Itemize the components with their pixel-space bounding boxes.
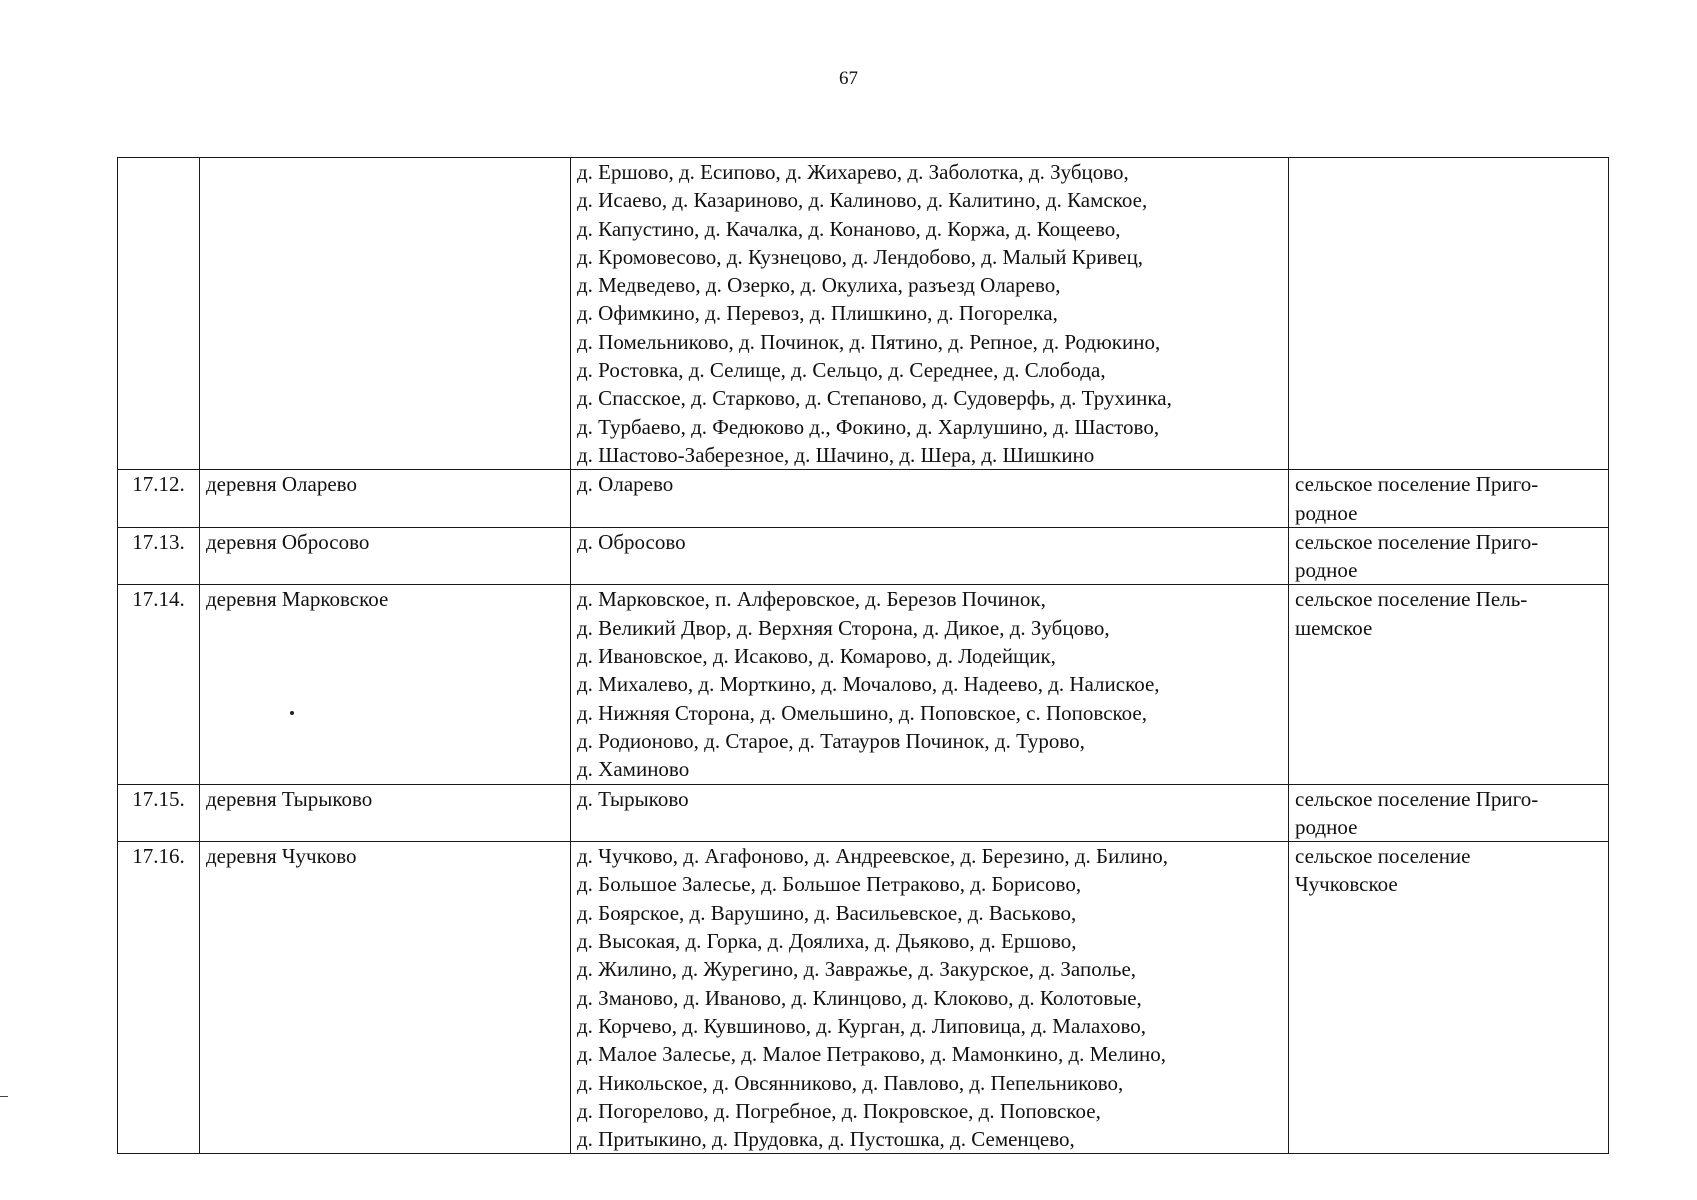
row-number: 17.16. <box>118 842 200 1154</box>
table-row <box>118 527 1609 585</box>
locality-name <box>200 158 571 470</box>
settlement-list-line: д. Шастово-Заберезное, д. Шачино, д. Шера, д. Шишкино <box>577 442 1095 467</box>
locality-name: деревня Обросово <box>200 527 571 585</box>
settlement-list-line: д. Малое Залесье, д. Малое Петраково, д. Мамонкино, д. Мелино, <box>577 1042 1167 1067</box>
municipal-settlement-line: Чучковское <box>1295 872 1398 897</box>
settlement-list-line: д. Зманово, д. Иваново, д. Клинцово, д. Клоково, д. Колотовые, <box>577 985 1142 1010</box>
settlement-list-line: д. Боярское, д. Варушино, д. Васильевское, д. Васьково, <box>577 900 1077 925</box>
municipal-settlement <box>1289 470 1609 528</box>
settlement-list-line: д. Ивановское, д. Исаково, д. Комарово, д. Лодейщик, <box>577 644 1056 669</box>
settlement-list-line: д. Тырыково <box>577 786 689 811</box>
row-number: 17.12. <box>118 470 200 528</box>
included-settlements <box>571 842 1289 1154</box>
locality-name: деревня Оларево <box>200 470 571 528</box>
settlement-list-line: д. Притыкино, д. Прудовка, д. Пустошка, д. Семенцево, <box>577 1127 1075 1152</box>
row-number: 17.14. <box>118 585 200 784</box>
settlement-list-line: д. Помельниково, д. Починок, д. Пятино, д. Репное, д. Родюкино, <box>577 329 1161 354</box>
included-settlements <box>571 784 1289 842</box>
settlement-list-line: д. Турбаево, д. Федюково д., Фокино, д. Харлушино, д. Шастово, <box>577 414 1160 439</box>
included-settlements <box>571 470 1289 528</box>
settlement-list-line: д. Марковское, п. Алферовское, д. Березов Починок, <box>577 587 1046 612</box>
settlement-list-line: д. Капустино, д. Качалка, д. Конаново, д. Коржа, д. Кощеево, <box>577 216 1121 241</box>
settlement-list-line: д. Большое Залесье, д. Большое Петраково, д. Борисово, <box>577 872 1082 897</box>
municipal-settlement <box>1289 158 1609 470</box>
included-settlements <box>571 585 1289 784</box>
settlement-list-line: д. Родионово, д. Старое, д. Татауров Починок, д. Турово, <box>577 728 1085 753</box>
settlement-list-line: д. Медведево, д. Озерко, д. Окулиха, разъезд Оларево, <box>577 273 1061 298</box>
settlement-list-line: д. Нижняя Сторона, д. Омельшино, д. Поповское, с. Поповское, <box>577 700 1147 725</box>
settlement-list-line: д. Ершово, д. Есипово, д. Жихарево, д. Заболотка, д. Зубцово, <box>577 160 1129 184</box>
settlement-list-line: д. Спасское, д. Старково, д. Степаново, д. Судоверфь, д. Трухинка, <box>577 386 1172 411</box>
municipal-settlement-line: сельское поселение <box>1295 844 1471 869</box>
settlement-list-line: д. Корчево, д. Кувшиново, д. Курган, д. Липовица, д. Малахово, <box>577 1013 1147 1038</box>
table-row <box>118 585 1609 784</box>
row-number: 17.13. <box>118 527 200 585</box>
municipal-settlement-line: родное <box>1295 500 1358 525</box>
page-number: 67 <box>839 68 858 89</box>
table-row <box>118 842 1609 1154</box>
municipal-settlement-line: сельское поселение Приго- <box>1295 472 1539 497</box>
locality-name: деревня Тырыково <box>200 784 571 842</box>
settlement-list-line: д. Обросово <box>577 529 686 554</box>
settlement-list-line: д. Чучково, д. Агафоново, д. Андреевское, д. Березино, д. Билино, <box>577 844 1169 869</box>
municipal-settlement-line: сельское поселение Пель- <box>1295 587 1528 612</box>
table-row <box>118 158 1609 470</box>
included-settlements <box>571 527 1289 585</box>
locality-name: деревня Чучково <box>200 842 571 1154</box>
table-row <box>118 784 1609 842</box>
settlement-list-line: д. Оларево <box>577 472 674 497</box>
municipal-settlement <box>1289 527 1609 585</box>
settlement-list-line: д. Хаминово <box>577 757 690 782</box>
row-number <box>118 158 200 470</box>
municipal-settlement <box>1289 784 1609 842</box>
settlement-list-line: д. Жилино, д. Журегино, д. Завражье, д. Закурское, д. Заполье, <box>577 957 1137 982</box>
locality-name: деревня Марковское <box>200 585 571 784</box>
settlement-list-line: д. Офимкино, д. Перевоз, д. Плишкино, д. Погорелка, <box>577 301 1058 326</box>
municipal-settlement-line: сельское поселение Приго- <box>1295 786 1539 811</box>
settlement-list-line: д. Исаево, д. Казариново, д. Калиново, д. Калитино, д. Камское, <box>577 188 1148 213</box>
settlement-list-line: д. Кромовесово, д. Кузнецово, д. Лендобово, д. Малый Кривец, <box>577 244 1144 269</box>
table-row <box>118 470 1609 528</box>
municipal-settlement-line: шемское <box>1295 615 1373 640</box>
included-settlements <box>571 158 1289 470</box>
municipal-settlement-line: сельское поселение Приго- <box>1295 529 1539 554</box>
settlement-list-line: д. Погорелово, д. Погребное, д. Покровское, д. Поповское, <box>577 1098 1101 1123</box>
edge-mark <box>0 1096 8 1097</box>
municipal-settlement-line: родное <box>1295 558 1358 583</box>
municipal-settlement <box>1289 585 1609 784</box>
stray-mark <box>290 711 294 715</box>
settlement-list-line: д. Ростовка, д. Селище, д. Сельцо, д. Середнее, д. Слобода, <box>577 358 1106 383</box>
settlement-list-line: д. Никольское, д. Овсянниково, д. Павлово, д. Пепельниково, <box>577 1070 1124 1095</box>
settlement-list-line: д. Великий Двор, д. Верхняя Сторона, д. Дикое, д. Зубцово, <box>577 615 1110 640</box>
row-number: 17.15. <box>118 784 200 842</box>
settlement-list-line: д. Михалево, д. Морткино, д. Мочалово, д. Надеево, д. Налиское, <box>577 672 1160 697</box>
settlements-table <box>117 157 1609 1154</box>
municipal-settlement-line: родное <box>1295 814 1358 839</box>
municipal-settlement <box>1289 842 1609 1154</box>
settlement-list-line: д. Высокая, д. Горка, д. Доялиха, д. Дьяково, д. Ершово, <box>577 929 1077 954</box>
